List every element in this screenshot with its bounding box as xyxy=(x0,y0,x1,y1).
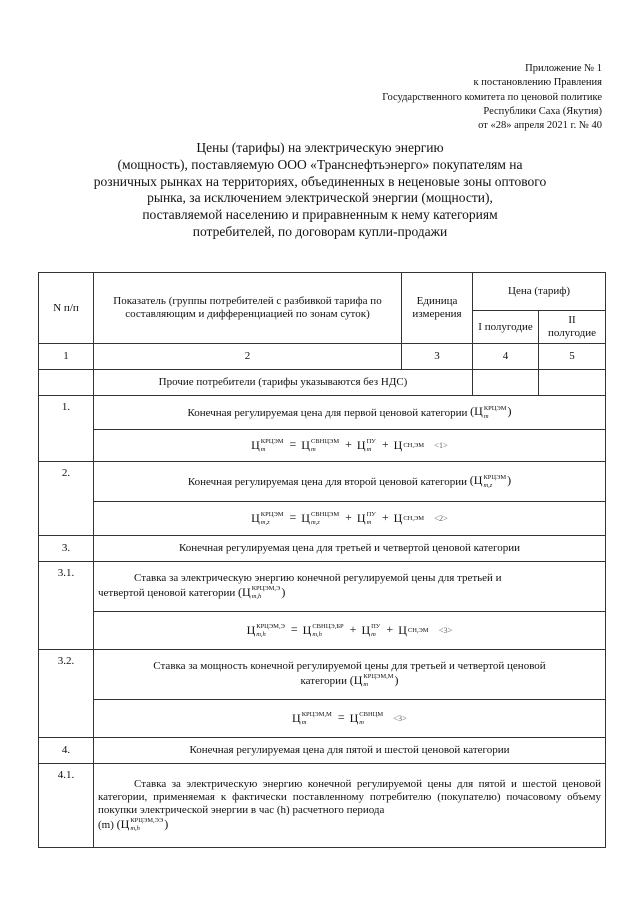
price-symbol: (Ц КРЦЭМ m ) xyxy=(470,404,512,420)
row-text xyxy=(94,764,606,848)
document-title xyxy=(80,140,560,241)
tariff-table xyxy=(38,272,606,848)
equation-number: <1> xyxy=(434,440,448,451)
row-number: 4.1. xyxy=(39,764,94,848)
column-number: 5 xyxy=(539,344,606,370)
row-text-content: Ставка за электрическую энергию конечной регулируемой цены для пятой и шестой ценовой категории, применяемая к фактически поставленному потребителю (покупателю) почасовому объему покупки электрической энергии в час (h) расчетного периода xyxy=(98,778,602,816)
formula: Ц КРЦЭМ,М m = Ц СВНЦМ m <3> xyxy=(94,700,606,738)
formula-row xyxy=(39,502,606,536)
header-line: от «28» апреля 2021 г. № 40 xyxy=(478,120,602,132)
title-line: Цены (тарифы) на электрическую энергию xyxy=(196,140,444,155)
header-num: N п/п xyxy=(39,273,94,344)
annex-header xyxy=(382,62,602,133)
equation-number: <3> xyxy=(438,625,453,636)
row-text-line: Ставка за мощность конечной регулируемой цены для третьей и четвертой ценовой xyxy=(153,660,546,672)
table-row xyxy=(39,562,606,612)
header-line: Приложение № 1 xyxy=(525,63,602,74)
header-unit: Единица измерения xyxy=(402,273,473,344)
column-number: 1 xyxy=(39,344,94,370)
row-text-line: категории (Ц КРЦЭМ,М m ) xyxy=(300,672,399,688)
row-text-content: Конечная регулируемая цена для второй ценовой категории xyxy=(187,475,468,488)
header-first-half: I полугодие xyxy=(473,311,539,344)
price-symbol: (Ц КРЦЭМ,ЭЭ m,h ) xyxy=(116,816,169,832)
header-indicator: Показатель (группы потребителей с разбивкой тарифа по составляющим и дифференциацией по зонам суток) xyxy=(94,273,402,344)
formula-row xyxy=(39,430,606,462)
row-text xyxy=(94,650,606,700)
row-number: 1. xyxy=(39,396,94,462)
table-row xyxy=(39,536,606,562)
column-number: 4 xyxy=(473,344,539,370)
column-number: 3 xyxy=(402,344,473,370)
row-number: 2. xyxy=(39,462,94,536)
row-text: Конечная регулируемая цена для пятой и шестой ценовой категории xyxy=(94,738,606,764)
price-symbol: (Ц КРЦЭМ,Э m,h ) xyxy=(238,584,286,600)
price-symbol: (Ц КРЦЭМ,М m ) xyxy=(349,672,399,688)
title-line: потребителей, по договорам купли-продажи xyxy=(192,223,448,239)
row-number: 3.2. xyxy=(39,650,94,738)
header-price: Цена (тариф) xyxy=(473,273,606,311)
title-line: розничных рынках на территориях, объединенных в неценовые зоны оптового xyxy=(93,173,547,189)
equation-number: <3> xyxy=(393,713,407,724)
row-text xyxy=(94,462,606,502)
table-row xyxy=(39,396,606,430)
title-line: поставляемой населению и приравненным к нему категориям xyxy=(142,207,498,223)
row-text xyxy=(94,396,606,430)
column-number: 2 xyxy=(94,344,402,370)
header-line: Государственного комитета по ценовой политике xyxy=(382,91,602,103)
formula-row xyxy=(39,700,606,738)
formula-row xyxy=(39,612,606,650)
row-text-line: (m) (Ц КРЦЭМ,ЭЭ m,h ) xyxy=(98,816,169,832)
table-row xyxy=(39,764,606,848)
title-line: (мощность), поставляемую ООО «Транснефтьэнерго» покупателям на xyxy=(117,156,523,172)
header-line: к постановлению Правления xyxy=(473,77,602,89)
header-second-half: II полугодие xyxy=(539,311,606,344)
row-number: 3. xyxy=(39,536,94,562)
table-row xyxy=(39,738,606,764)
group-row xyxy=(39,370,606,396)
equation-number: <2> xyxy=(434,513,448,524)
row-number: 4. xyxy=(39,738,94,764)
header-line: Республики Саха (Якутия) xyxy=(483,105,602,117)
table-row xyxy=(39,462,606,502)
row-text-line: Ставка за электрическую энергию конечной регулируемой цены для третьей и xyxy=(134,572,502,584)
formula: Ц КРЦЭМ,Э m,h = Ц СВНЦЭ,БР m,h + Ц ПУ m + Ц СН,ЭМ <3> xyxy=(94,612,606,650)
formula: Ц КРЦЭМ m = Ц СВНЦЭМ m + Ц ПУ m + Ц СН,ЭМ <1> xyxy=(94,430,606,462)
row-text xyxy=(94,562,606,612)
formula: Ц КРЦЭМ m,z = Ц СВНЦЭМ m,z + Ц ПУ m + Ц СН,ЭМ <2> xyxy=(94,502,606,536)
price-symbol: (Ц КРЦЭМ m,z ) xyxy=(469,473,512,489)
row-text-content: Конечная регулируемая цена для первой ценовой категории xyxy=(187,406,468,419)
row-text-line: четвертой ценовой категории (Ц КРЦЭМ,Э m,h ) xyxy=(98,584,286,600)
group-label: Прочие потребители (тарифы указываются без НДС) xyxy=(94,370,473,396)
row-text: Конечная регулируемая цена для третьей и четвертой ценовой категории xyxy=(94,536,606,562)
title-line: рынка, за исключением электрической энергии (мощности), xyxy=(147,190,493,206)
table-row xyxy=(39,650,606,700)
row-number: 3.1. xyxy=(39,562,94,650)
